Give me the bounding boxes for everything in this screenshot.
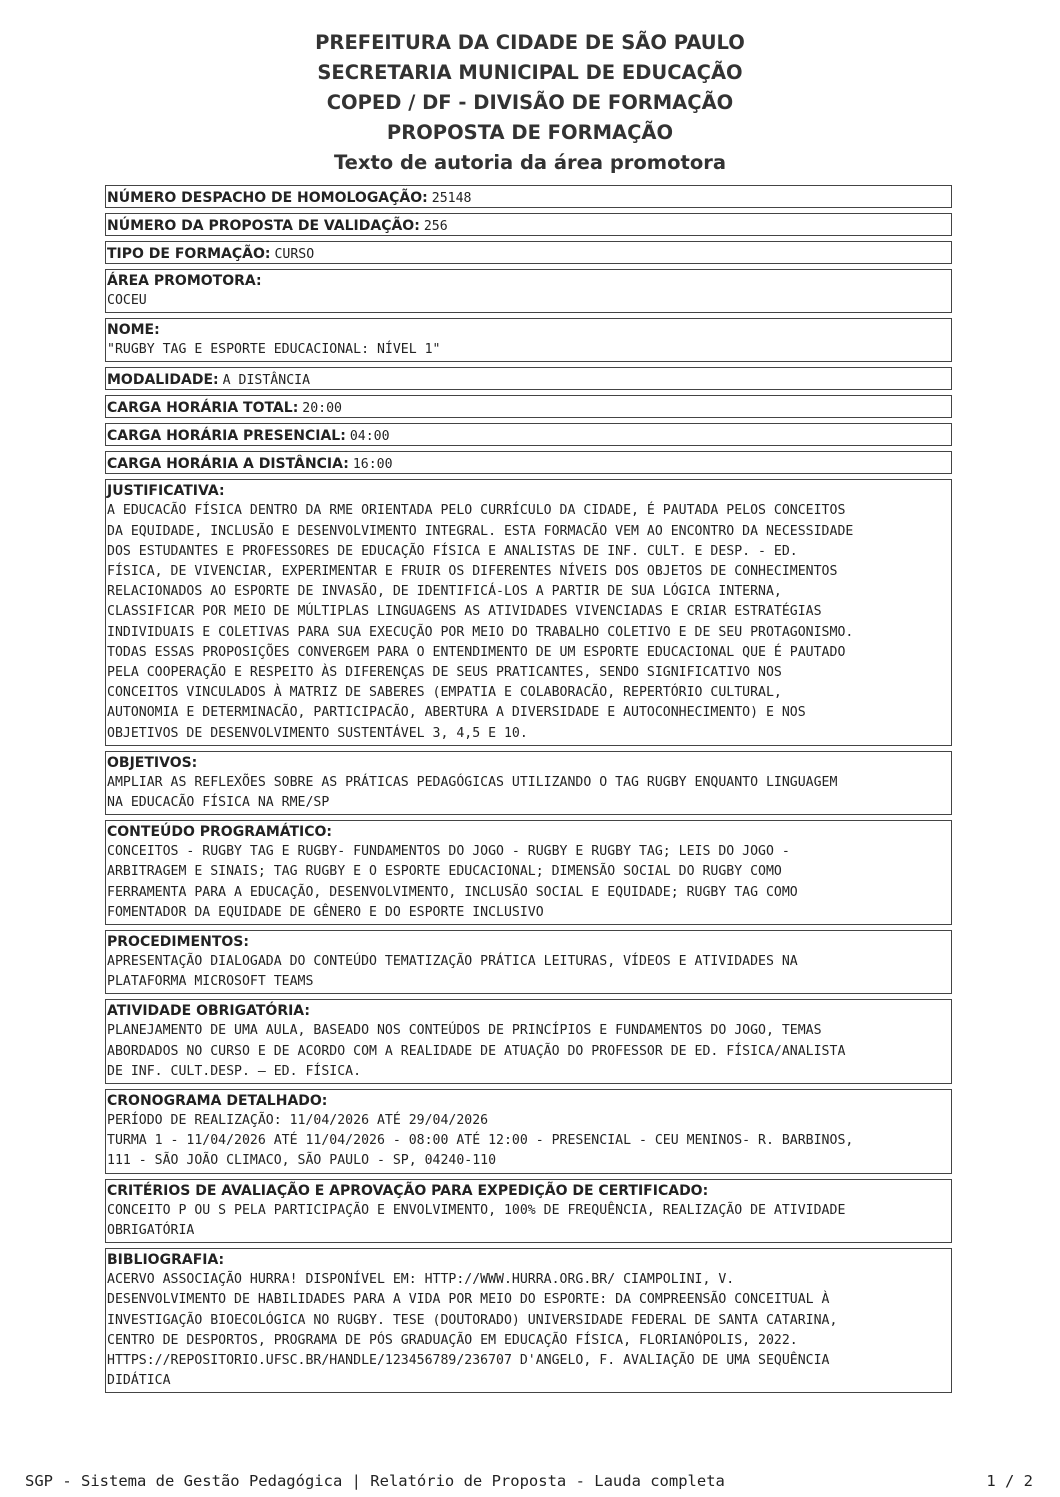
- field-value: A EDUCACÃO FÍSICA DENTRO DA RME ORIENTADA PELO CURRÍCULO DA CIDADE, É PAUTADA PELOS CONCEITOS DA EQUIDADE, INCLUSÃO E DESENVOLVIMENTO INTEGRAL. ESTA FORMACÃO VEM AO ENCONTRO DA NECESSIDADE DOS ESTUDANTES E PROFESSORES DE EDUCAÇÃO FÍSICA E ANALISTAS DE INF. CULT. E DESP. - ED. FÍSICA, DE VIVENCIAR, EXPERIMENTAR E FRUIR OS DIFERENTES NÍVEIS DOS OBJETOS DE CONHECIMENTOS RELACIONADOS AO ESPORTE DE INVASÃO, DE IDENTIFICÁ-LOS A PARTIR DE SUA LÓGICA INTERNA, CLASSIFICAR POR MEIO DE MÚLTIPLAS LINGUAGENS AS ATIVIDADES VIVENCIADAS E CRIAR ESTRATÉGIAS INDIVIDUAIS E COLETIVAS PARA SUA EXECUÇÃO POR MEIO DO TRABALHO COLETIVO E DE SEU PROTAGONISMO. TODAS ESSAS PROPOSIÇÕES CONVERGEM PARA O ENTENDIMENTO DE UM ESPORTE EDUCACIONAL QUE É PAUTADO PELA COOPERAÇÃO E RESPEITO ÀS DIFERENÇAS DE SEUS PRATICANTES, SENDO SIGNIFICATIVO NOS CONCEITOS VINCULADOS À MATRIZ DE SABERES (EMPATIA E COLABORACÃO, REPERTÓRIO CULTURAL, AUTONOMIA E DETERMINACÃO, PARTICIPACÃO, ABERTURA A DIVERSIDADE E AUTOCONHECIMENTO) E NOS OBJETIVOS DE DESENVOLVIMENTO SUSTENTÁVEL 3, 4,5 E 10.: [107, 503, 854, 741]
- field-value: PLANEJAMENTO DE UMA AULA, BASEADO NOS CONTEÚDOS DE PRINCÍPIOS E FUNDAMENTOS DO JOGO, TEMAS ABORDADOS NO CURSO E DE ACORDO COM A REALIDADE DE ATUAÇÃO DO PROFESSOR DE ED. FÍSICA/ANALISTA DE INF. CULT.DESP. — ED. FÍSICA.: [107, 1023, 846, 1079]
- field-despacho: [105, 185, 952, 208]
- field-label: ATIVIDADE OBRIGATÓRIA:: [107, 1003, 310, 1020]
- field-label: CRITÉRIOS DE AVALIAÇÃO E APROVAÇÃO PARA EXPEDIÇÃO DE CERTIFICADO:: [107, 1182, 709, 1199]
- field-value: CURSO: [274, 247, 315, 262]
- header-divisao: COPED / DF - DIVISÃO DE FORMAÇÃO: [326, 91, 734, 114]
- document-header: [0, 28, 1060, 178]
- field-bibliografia: [105, 1248, 952, 1393]
- footer-title: SGP - Sistema de Gestão Pedagógica | Relatório de Proposta - Lauda completa: [25, 1472, 725, 1490]
- field-label: NÚMERO DA PROPOSTA DE VALIDAÇÃO:: [107, 218, 420, 234]
- field-conteudo-programatico: [105, 820, 952, 925]
- field-procedimentos: [105, 930, 952, 994]
- field-carga-distancia: [105, 451, 952, 474]
- field-carga-total: [105, 395, 952, 418]
- field-label: NOME:: [107, 322, 160, 339]
- header-proposta: PROPOSTA DE FORMAÇÃO: [386, 121, 674, 144]
- field-label: ÁREA PROMOTORA:: [107, 273, 262, 289]
- field-value: 256: [423, 219, 448, 234]
- header-secretaria: SECRETARIA MUNICIPAL DE EDUCAÇÃO: [317, 61, 743, 84]
- field-label: BIBLIOGRAFIA:: [107, 1252, 225, 1269]
- field-label: JUSTIFICATIVA:: [107, 483, 225, 500]
- field-value: PERÍODO DE REALIZAÇÃO: 11/04/2026 ATÉ 29/04/2026 TURMA 1 - 11/04/2026 ATÉ 11/04/2026 - 08:00 ATÉ 12:00 - PRESENCIAL - CEU MENINOS- R. BARBINOS, 111 - SÃO JOÃO CLIMACO, SÃO PAULO - SP, 04240-110: [107, 1113, 854, 1169]
- field-atividade-obrigatoria: [105, 999, 952, 1084]
- field-proposta-validacao: [105, 213, 952, 236]
- field-objetivos: [105, 751, 952, 815]
- field-value: APRESENTAÇÃO DIALOGADA DO CONTEÚDO TEMATIZAÇÃO PRÁTICA LEITURAS, VÍDEOS E ATIVIDADES NA PLATAFORMA MICROSOFT TEAMS: [107, 954, 798, 990]
- field-modalidade: [105, 367, 952, 390]
- field-value: CONCEITO P OU S PELA PARTICIPAÇÃO E ENVOLVIMENTO, 100% DE FREQUÊNCIA, REALIZAÇÃO DE ATIVIDADE OBRIGATÓRIA: [107, 1202, 846, 1238]
- field-tipo-formacao: [105, 241, 952, 264]
- field-label: CARGA HORÁRIA PRESENCIAL:: [107, 428, 346, 445]
- field-label: CRONOGRAMA DETALHADO:: [107, 1093, 328, 1110]
- field-label: MODALIDADE:: [107, 372, 219, 389]
- page-footer: [25, 1472, 1033, 1494]
- field-value: 20:00: [302, 401, 342, 417]
- field-value: CONCEITOS - RUGBY TAG E RUGBY- FUNDAMENTOS DO JOGO - RUGBY E RUGBY TAG; LEIS DO JOGO - ARBITRAGEM E SINAIS; TAG RUGBY E O ESPORTE EDUCACIONAL; DIMENSÃO SOCIAL DO RUGBY COMO FERRAMENTA PARA A EDUCAÇÃO, DESENVOLVIMENTO, INCLUSÃO SOCIAL E EQUIDADE; RUGBY TAG COMO FOMENTADOR DA EQUIDADE DE GÊNERO E DO ESPORTE INCLUSIVO: [107, 844, 798, 920]
- field-value: "RUGBY TAG E ESPORTE EDUCACIONAL: NÍVEL 1": [107, 342, 441, 358]
- field-label: NÚMERO DESPACHO DE HOMOLOGAÇÃO:: [107, 190, 428, 206]
- field-label: PROCEDIMENTOS:: [107, 934, 249, 951]
- field-nome: [105, 318, 952, 362]
- field-justificativa: [105, 479, 952, 745]
- field-cronograma: [105, 1089, 952, 1174]
- field-label: CARGA HORÁRIA A DISTÂNCIA:: [107, 456, 349, 473]
- field-value: ACERVO ASSOCIAÇÃO HURRA! DISPONÍVEL EM: HTTP://WWW.HURRA.ORG.BR/ CIAMPOLINI, V. DESENVOLVIMENTO DE HABILIDADES PARA A VIDA POR MEIO DO ESPORTE: DA COMPREENSÃO CONCEITUAL À INVESTIGAÇÃO BIOECOLÓGICA NO RUGBY. TESE (DOUTORADO) UNIVERSIDADE FEDERAL DE SANTA CATARINA, CENTRO DE DESPORTOS, PROGRAMA DE PÓS GRADUAÇÃO EM EDUCAÇÃO FÍSICA, FLORIANÓPOLIS, 2022. HTTPS://REPOSITORIO.UFSC.BR/HANDLE/123456789/236707 D'ANGELO, F. AVALIAÇÃO DE UMA SEQUÊNCIA DIDÁTICA: [107, 1272, 838, 1389]
- header-prefeitura: PREFEITURA DA CIDADE DE SÃO PAULO: [315, 31, 745, 54]
- field-carga-presencial: [105, 423, 952, 446]
- field-value: AMPLIAR AS REFLEXÕES SOBRE AS PRÁTICAS PEDAGÓGICAS UTILIZANDO O TAG RUGBY ENQUANTO LINGUAGEM NA EDUCACÃO FÍSICA NA RME/SP: [107, 774, 838, 811]
- field-label: TIPO DE FORMAÇÃO:: [107, 246, 271, 262]
- field-label: CONTEÚDO PROGRAMÁTICO:: [107, 824, 333, 841]
- field-value: 25148: [431, 191, 472, 206]
- field-label: CARGA HORÁRIA TOTAL:: [107, 400, 299, 417]
- field-label: OBJETIVOS:: [107, 754, 198, 771]
- field-value: 04:00: [349, 429, 390, 445]
- field-area-promotora: [105, 269, 952, 313]
- proposal-fields: [105, 185, 952, 1398]
- page-number: 1 / 2: [986, 1472, 1033, 1490]
- field-value: 16:00: [352, 457, 393, 473]
- field-value: A DISTÂNCIA: [222, 373, 311, 389]
- field-value: COCEU: [107, 293, 147, 308]
- field-criterios: [105, 1179, 952, 1243]
- header-subtitle: Texto de autoria da área promotora: [333, 151, 727, 174]
